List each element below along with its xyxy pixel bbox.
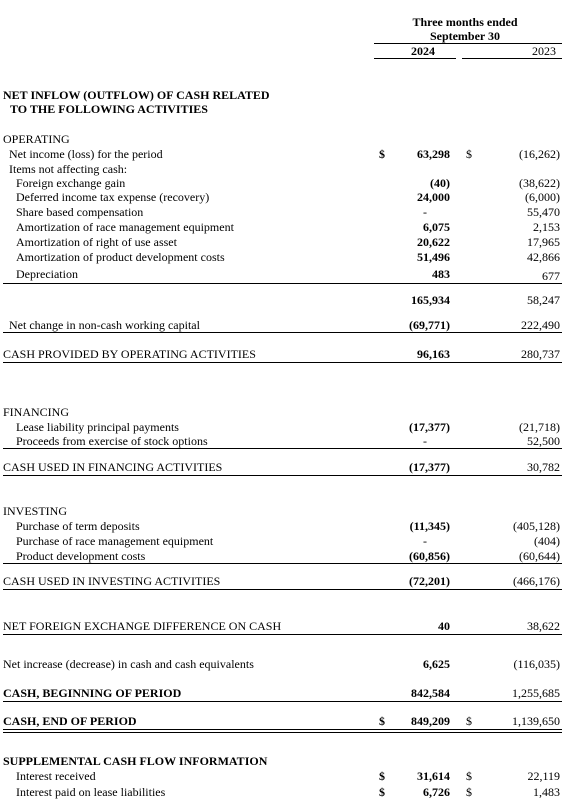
interest-received-prior: 22,119 [527, 769, 560, 783]
operating-total-prior: 280,737 [521, 347, 560, 361]
currency-symbol: $ [379, 714, 385, 728]
fx-gain-current: (40) [430, 176, 450, 190]
deferred-tax-prior: (6,000) [525, 190, 560, 204]
operating-heading: OPERATING [3, 132, 70, 146]
amort-pdc-current: 51,496 [417, 250, 450, 264]
amort-rou-current: 20,622 [417, 235, 450, 249]
lease-payments-current: (17,377) [409, 420, 450, 434]
investing-total-prior: (466,176) [513, 574, 560, 588]
investing-total-label: CASH USED IN INVESTING ACTIVITIES [3, 574, 221, 588]
section-title-line2: TO THE FOLLOWING ACTIVITIES [10, 102, 208, 116]
currency-symbol: $ [466, 769, 472, 783]
net-increase-label: Net increase (decrease) in cash and cash equivalents [3, 657, 254, 671]
financing-total-label: CASH USED IN FINANCING ACTIVITIES [3, 460, 223, 474]
currency-symbol: $ [379, 785, 385, 799]
operating-total-label: CASH PROVIDED BY OPERATING ACTIVITIES [3, 347, 256, 361]
amort-pdc-prior: 42,866 [527, 250, 560, 264]
cash-beginning-prior: 1,255,685 [512, 686, 560, 700]
term-deposits-prior: (405,128) [513, 519, 560, 533]
depreciation-prior: 677 [542, 269, 560, 283]
cash-beginning-label: CASH, BEGINNING OF PERIOD [3, 686, 182, 700]
term-deposits-label: Purchase of term deposits [16, 519, 140, 533]
currency-symbol: $ [466, 714, 472, 728]
depreciation-label: Depreciation [16, 267, 78, 281]
fx-gain-prior: (38,622) [519, 176, 560, 190]
operating-total-rule [3, 362, 562, 363]
period-header-line1: Three months ended [412, 15, 518, 29]
fx-difference-label: NET FOREIGN EXCHANGE DIFFERENCE ON CASH [3, 619, 282, 633]
year-prior-rule [462, 58, 562, 59]
race-equipment-prior: (404) [534, 534, 560, 548]
amort-race-label: Amortization of race management equipment [16, 220, 234, 234]
net-increase-current: 6,625 [423, 657, 450, 671]
share-comp-label: Share based compensation [16, 205, 144, 219]
period-header-line2: September 30 [429, 29, 501, 43]
deferred-tax-label: Deferred income tax expense (recovery) [16, 190, 210, 204]
cash-end-prior: 1,139,650 [512, 714, 560, 728]
net-income-prior: (16,262) [519, 147, 560, 161]
working-capital-label: Net change in non-cash working capital [9, 318, 200, 332]
cash-end-rule-bottom [3, 732, 562, 733]
net-income-label: Net income (loss) for the period [9, 147, 163, 161]
operating-total-current: 96,163 [417, 347, 450, 361]
stock-options-prior: 52,500 [527, 434, 560, 448]
supplemental-heading: SUPPLEMENTAL CASH FLOW INFORMATION [3, 754, 268, 768]
currency-symbol: $ [466, 147, 472, 161]
fx-difference-prior: 38,622 [527, 619, 560, 633]
amort-rou-prior: 17,965 [527, 235, 560, 249]
financing-total-current: (17,377) [409, 460, 450, 474]
pdc-label: Product development costs [16, 549, 146, 563]
financing-total-prior: 30,782 [527, 460, 560, 474]
pdc-prior: (60,644) [519, 549, 560, 563]
term-deposits-current: (11,345) [409, 519, 450, 533]
fx-difference-current: 40 [438, 619, 450, 633]
investing-heading: INVESTING [3, 504, 67, 518]
race-equipment-label: Purchase of race management equipment [16, 534, 214, 548]
investing-rule [3, 563, 562, 564]
interest-paid-prior: 1,483 [533, 785, 560, 799]
stock-options-label: Proceeds from exercise of stock options [16, 434, 208, 448]
operating-subtotal-prior: 58,247 [527, 293, 560, 307]
currency-symbol: $ [466, 785, 472, 799]
net-increase-prior: (116,035) [513, 657, 560, 671]
cash-end-rule-top [3, 729, 562, 730]
fx-difference-rule [3, 634, 562, 635]
interest-paid-label: Interest paid on lease liabilities [16, 785, 166, 799]
cash-end-current: 849,209 [411, 714, 450, 728]
lease-payments-prior: (21,718) [519, 420, 560, 434]
year-prior: 2023 [532, 44, 556, 58]
financing-heading: FINANCING [3, 405, 69, 419]
working-capital-rule [3, 332, 562, 333]
cash-beginning-rule [3, 701, 562, 702]
investing-total-current: (72,201) [409, 574, 450, 588]
financing-rule [3, 448, 562, 449]
share-comp-prior: 55,470 [527, 205, 560, 219]
depreciation-current: 483 [432, 267, 450, 281]
working-capital-current: (69,771) [409, 318, 450, 332]
share-comp-current: - [423, 205, 427, 219]
year-current: 2024 [411, 44, 435, 58]
financing-total-rule [3, 475, 562, 476]
items-not-affecting-cash-label: Items not affecting cash: [9, 162, 128, 176]
depreciation-rule [3, 283, 562, 284]
pdc-current: (60,856) [409, 549, 450, 563]
working-capital-prior: 222,490 [521, 318, 560, 332]
cash-beginning-current: 842,584 [411, 686, 450, 700]
amort-rou-label: Amortization of right of use asset [16, 235, 177, 249]
amort-race-prior: 2,153 [533, 220, 560, 234]
cash-end-label: CASH, END OF PERIOD [3, 714, 137, 728]
interest-paid-current: 6,726 [423, 785, 450, 799]
race-equipment-current: - [423, 534, 427, 548]
currency-symbol: $ [379, 147, 385, 161]
section-title-line1: NET INFLOW (OUTFLOW) OF CASH RELATED [3, 88, 270, 102]
amort-pdc-label: Amortization of product development costs [16, 250, 225, 264]
currency-symbol: $ [379, 769, 385, 783]
net-income-current: 63,298 [417, 147, 450, 161]
lease-payments-label: Lease liability principal payments [16, 420, 179, 434]
investing-total-rule [3, 589, 562, 590]
interest-received-current: 31,614 [417, 769, 450, 783]
year-current-rule [374, 58, 456, 59]
stock-options-current: - [423, 434, 427, 448]
operating-subtotal-current: 165,934 [411, 293, 450, 307]
interest-received-label: Interest received [16, 769, 96, 783]
fx-gain-label: Foreign exchange gain [16, 176, 126, 190]
deferred-tax-current: 24,000 [417, 190, 450, 204]
amort-race-current: 6,075 [423, 220, 450, 234]
